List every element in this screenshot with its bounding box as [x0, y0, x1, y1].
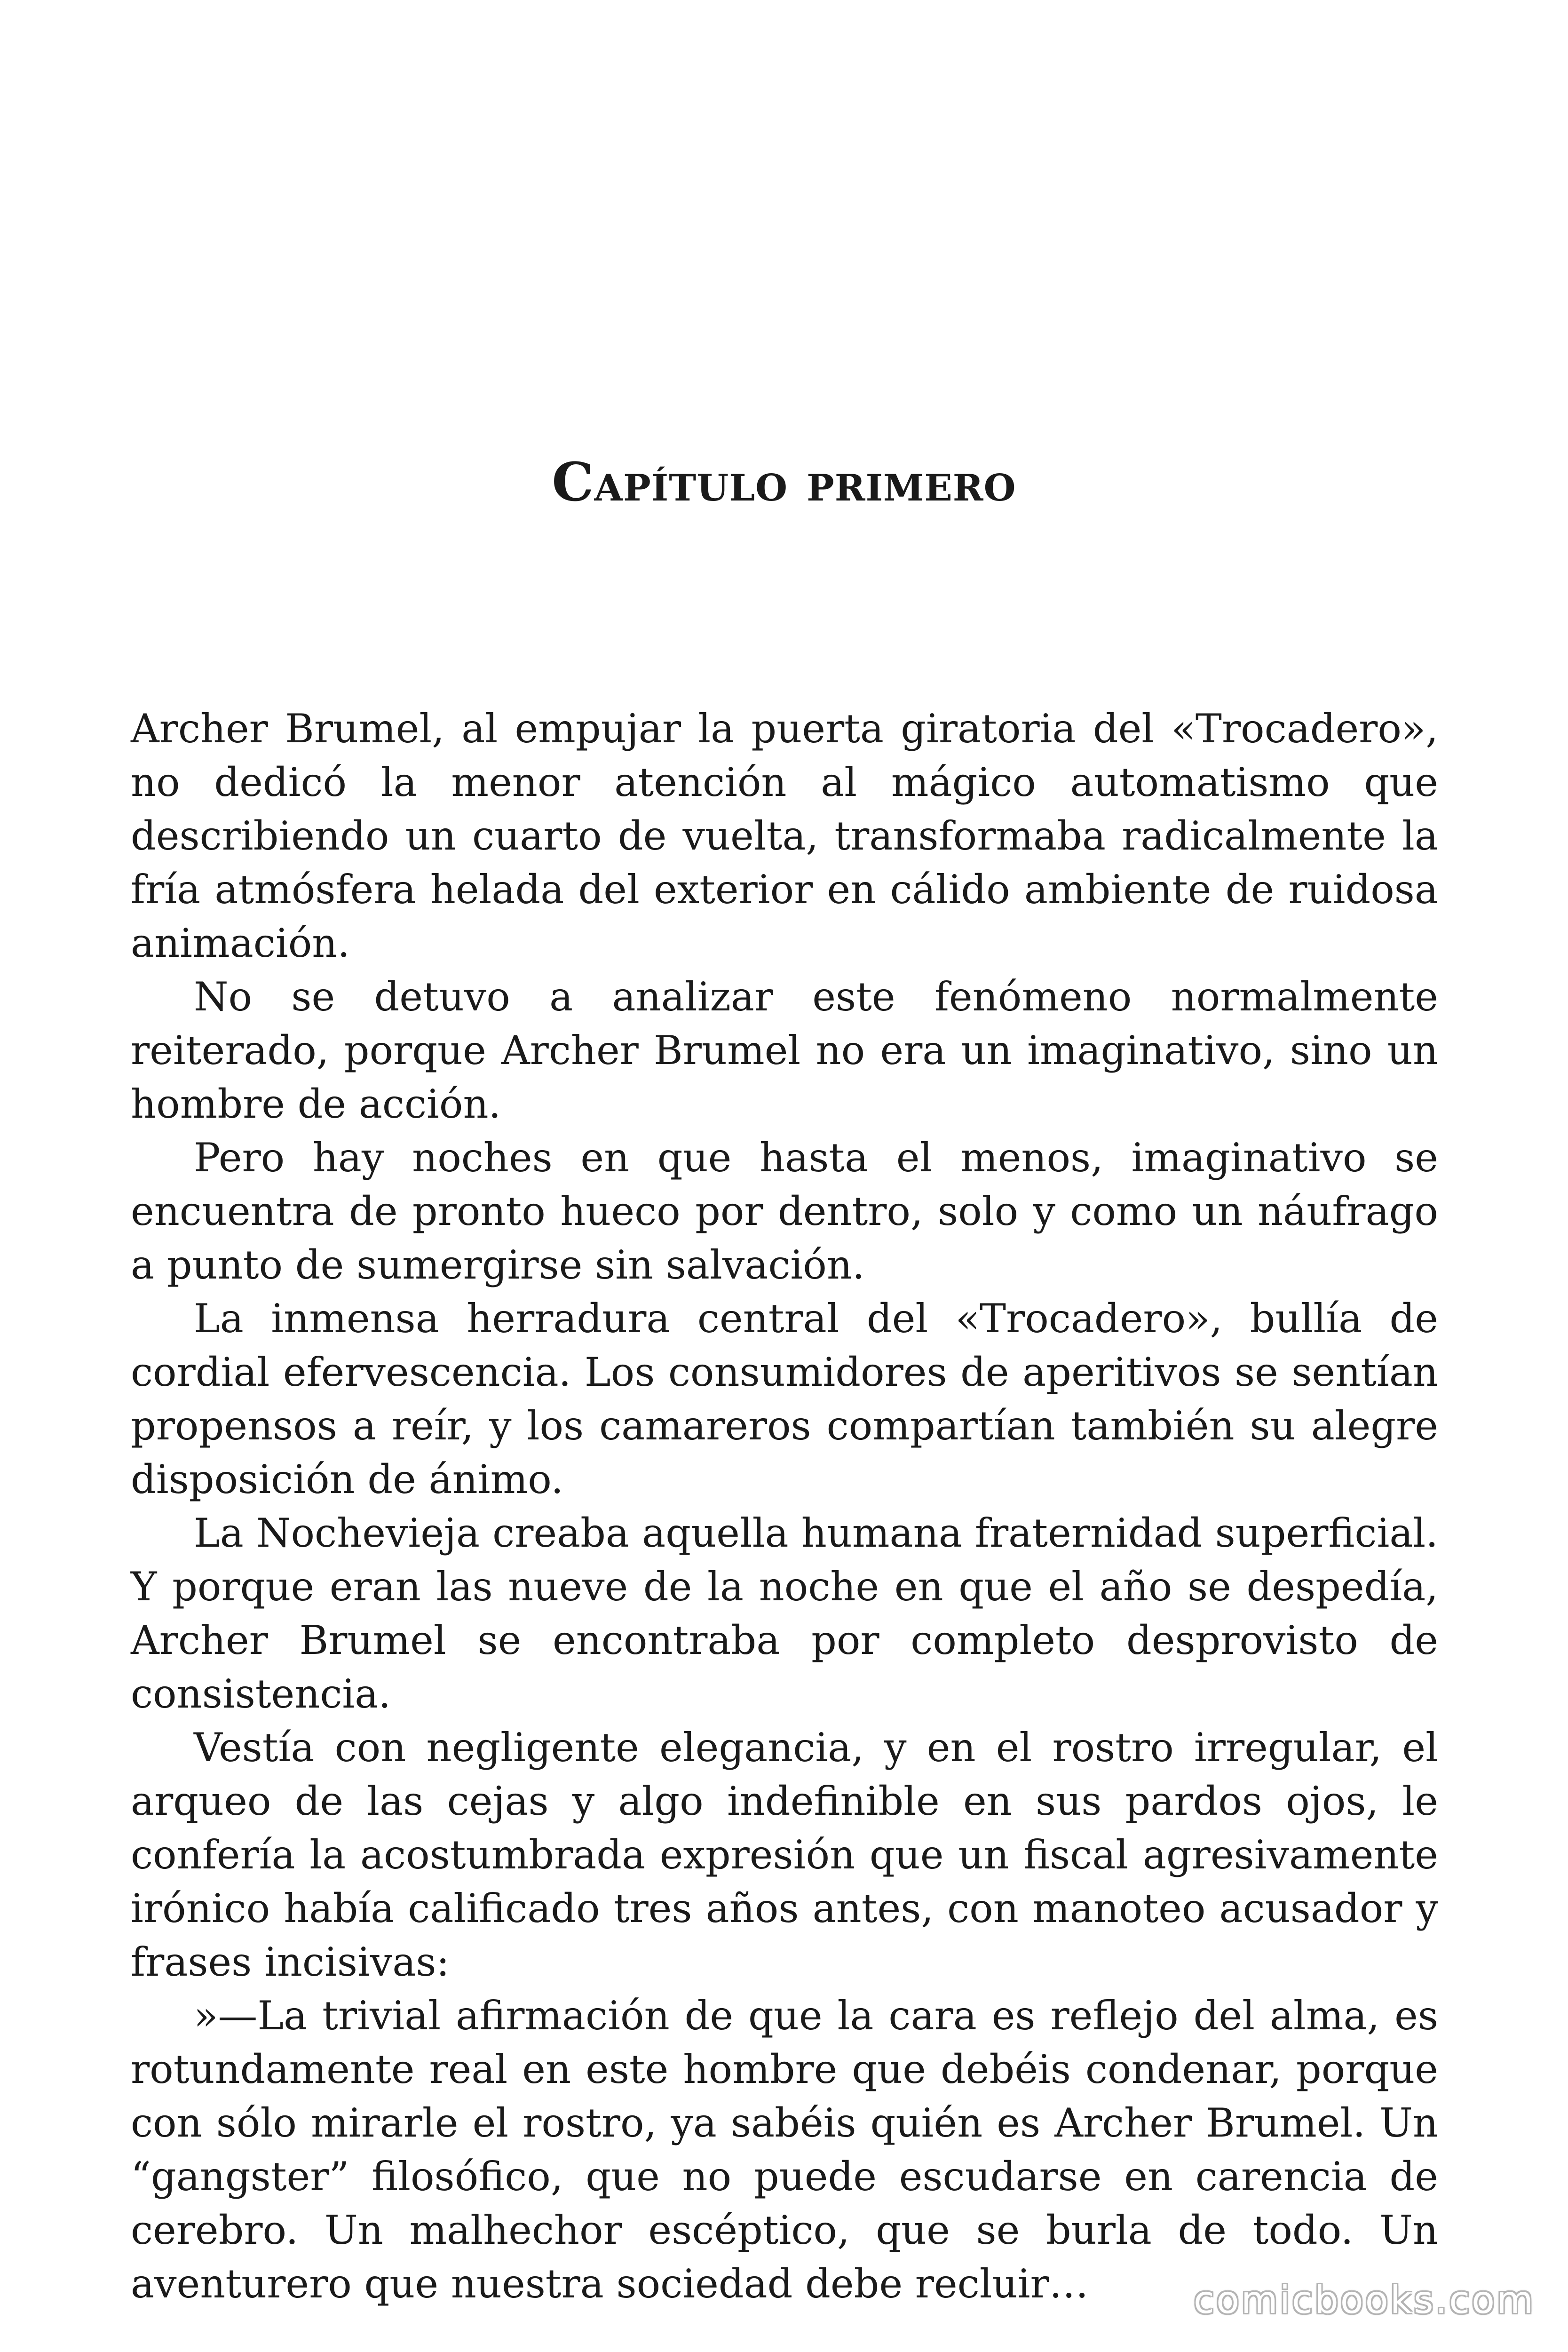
paragraph: Pero hay noches en que hasta el menos, imaginativo se encuentra de pronto hueco por dentro, solo y como un náufrago a punto de sumergirse sin salvación.: [131, 1135, 1438, 1288]
chapter-body: [131, 702, 1438, 2311]
paragraph: La Nochevieja creaba aquella humana fraternidad superficial. Y porque eran las nueve de la noche en que el año se despedía, Archer Brumel se encontraba por completo desprovisto de consistencia.: [131, 1510, 1438, 1717]
chapter-title: Capítulo primero: [552, 452, 1016, 513]
paragraph: Vestía con negligente elegancia, y en el rostro irregular, el arqueo de las cejas y algo indefinible en sus pardos ojos, le confería la acostumbrada expresión que un fiscal agresivamente irónico había calificado tres años antes, con manoteo acusador y frases incisivas:: [131, 1724, 1438, 1985]
paragraph: No se detuvo a analizar este fenómeno normalmente reiterado, porque Archer Brumel no era un imaginativo, sino un hombre de acción.: [131, 974, 1438, 1127]
paragraph: »—La trivial afirmación de que la cara es reflejo del alma, es rotundamente real en este hombre que debéis condenar, porque con sólo mirarle el rostro, ya sabéis quién es Archer Brumel. Un “gangster” filosófico, que no puede escudarse en carencia de cerebro. Un malhechor escéptico, que se burla de todo. Un aventurero que nuestra sociedad debe recluir…: [131, 1993, 1438, 2307]
paragraph: La inmensa herradura central del «Trocadero», bullía de cordial efervescencia. Los consumidores de aperitivos se sentían propensos a reír, y los camareros compartían también su alegre disposición de ánimo.: [131, 1295, 1438, 1502]
paragraph: Archer Brumel, al empujar la puerta giratoria del «Trocadero», no dedicó la menor atención al mágico automatismo que describiendo un cuarto de vuelta, transformaba radicalmente la fría atmósfera helada del exterior en cálido ambiente de ruidosa animación.: [131, 706, 1438, 966]
site-watermark: comicbooks.com: [1193, 2278, 1535, 2322]
